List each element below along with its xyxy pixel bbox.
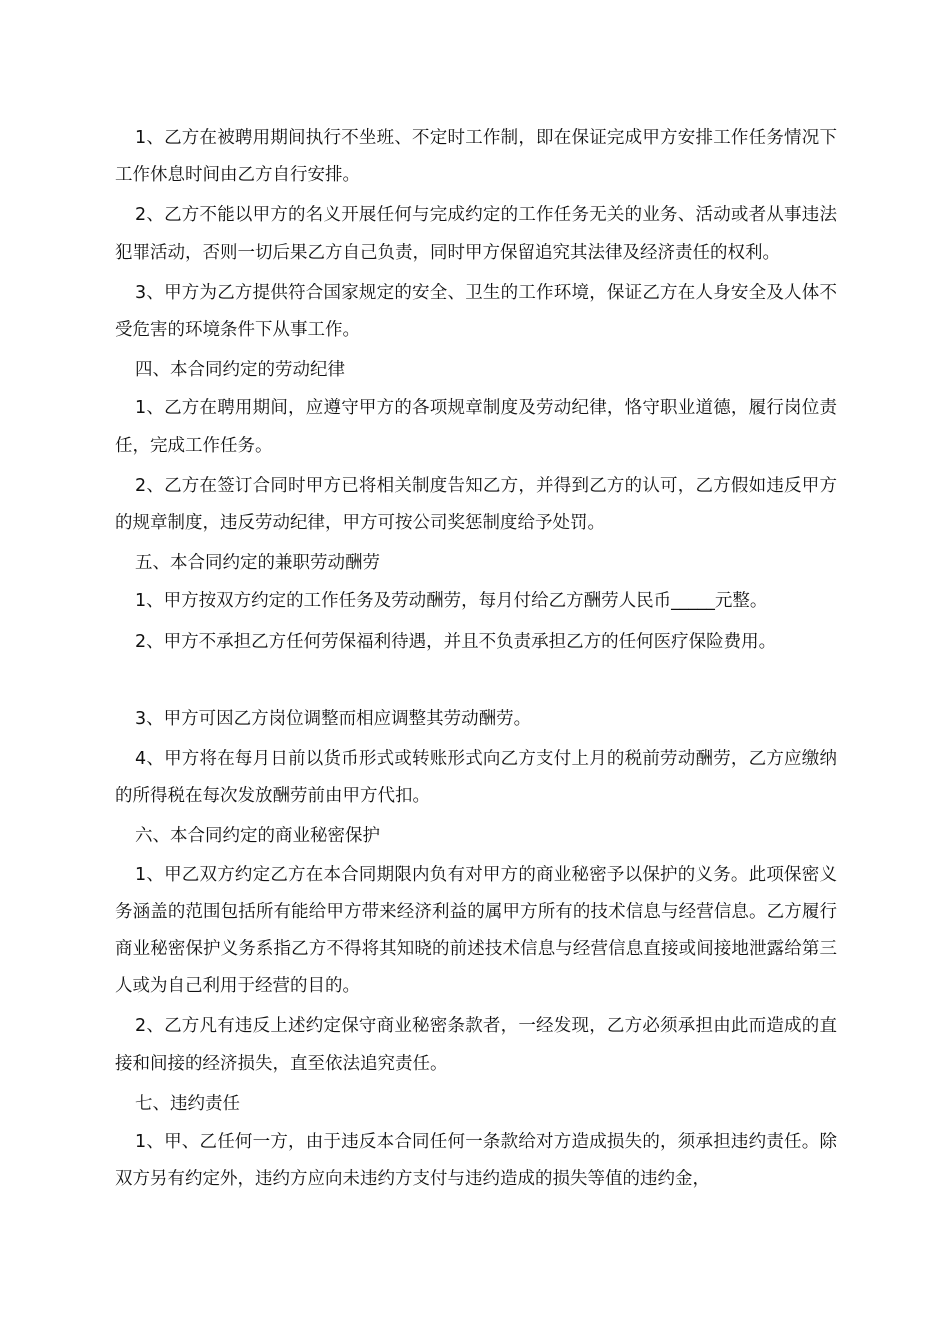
paragraph-item: 1、乙方在被聘用期间执行不坐班、不定时工作制，即在保证完成甲方安排工作任务情况下工作休息时间由乙方自行安排。 (115, 128, 837, 186)
paragraph-item: 3、甲方可因乙方岗位调整而相应调整其劳动酬劳。 (135, 708, 532, 729)
paragraph-item: 3、甲方为乙方提供符合国家规定的安全、卫生的工作环境，保证乙方在人身安全及人体不受危害的环境条件下从事工作。 (115, 282, 837, 341)
paragraph-item: 2、乙方不能以甲方的名义开展任何与完成约定的工作任务无关的业务、活动或者从事违法犯罪活动，否则一切后果乙方自己负责，同时甲方保留追究其法律及经济责任的权利。 (115, 205, 837, 263)
paragraph-item: 4、甲方将在每月日前以货币形式或转账形式向乙方支付上月的税前劳动酬劳，乙方应缴纳的所得税在每次发放酬劳前由甲方代扣。 (115, 749, 837, 807)
paragraph-item: 2、乙方在签订合同时甲方已将相关制度告知乙方，并得到乙方的认可，乙方假如违反甲方的规章制度，违反劳动纪律，甲方可按公司奖惩制度给予处罚。 (115, 475, 837, 534)
document-body (115, 120, 837, 1201)
section-heading: 七、违约责任 (135, 1093, 240, 1114)
blank-line (115, 664, 837, 701)
paragraph-item: 1、甲方按双方约定的工作任务及劳动酬劳，每月付给乙方酬劳人民币_____元整。 (135, 591, 768, 612)
section-heading: 四、本合同约定的劳动纪律 (135, 360, 345, 381)
paragraph-item: 1、乙方在聘用期间，应遵守甲方的各项规章制度及劳动纪律，恪守职业道德，履行岗位责任，完成工作任务。 (115, 398, 837, 456)
paragraph-item: 1、甲乙双方约定乙方在本合同期限内负有对甲方的商业秘密予以保护的义务。此项保密义务涵盖的范围包括所有能给甲方带来经济利益的属甲方所有的技术信息与经营信息。乙方履行商业秘密保护义务系指乙方不得将其知晓的前述技术信息与经营信息直接或间接地泄露给第三人或为自己利用于经营的目的。 (115, 864, 837, 997)
section-heading: 六、本合同约定的商业秘密保护 (135, 826, 380, 847)
paragraph-item: 1、甲、乙任何一方，由于违反本合同任何一条款给对方造成损失的，须承担违约责任。除双方另有约定外，违约方应向未违约方支付与违约造成的损失等值的违约金， (115, 1132, 837, 1190)
section-heading: 五、本合同约定的兼职劳动酬劳 (135, 553, 380, 574)
paragraph-item: 2、甲方不承担乙方任何劳保福利待遇，并且不负责承担乙方的任何医疗保险费用。 (135, 631, 777, 652)
paragraph-item: 2、乙方凡有违反上述约定保守商业秘密条款者，一经发现，乙方必须承担由此而造成的直接和间接的经济损失，直至依法追究责任。 (115, 1016, 837, 1074)
